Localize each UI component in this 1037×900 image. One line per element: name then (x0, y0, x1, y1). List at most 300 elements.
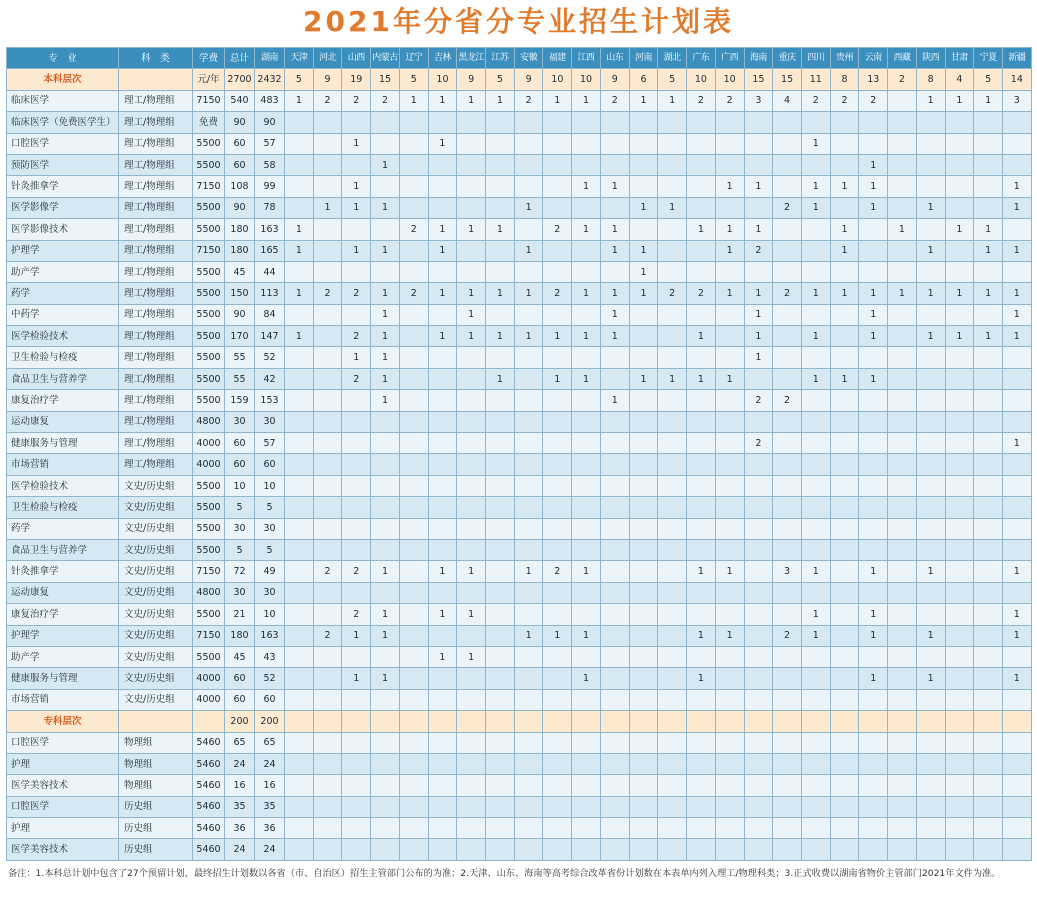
quota-cell (572, 154, 601, 175)
quota-cell (572, 304, 601, 325)
quota-cell (687, 133, 716, 154)
quota-cell (457, 261, 486, 282)
header-province: 甘肃 (945, 48, 974, 69)
quota-cell (285, 689, 314, 710)
quota-cell (773, 732, 802, 753)
quota-cell (687, 454, 716, 475)
quota-cell: 13 (859, 69, 888, 90)
quota-cell (1002, 219, 1031, 240)
quota-cell (514, 347, 543, 368)
quota-cell (572, 818, 601, 839)
quota-cell (974, 775, 1003, 796)
quota-cell: 1 (285, 90, 314, 111)
major-cell: 康复治疗学 (7, 390, 119, 411)
quota-cell (399, 368, 428, 389)
quota-cell (773, 796, 802, 817)
quota-cell: 1 (974, 219, 1003, 240)
quota-cell (1002, 518, 1031, 539)
quota-cell (830, 411, 859, 432)
quota-cell: 52 (255, 668, 285, 689)
quota-cell: 1 (486, 219, 515, 240)
quota-cell (888, 604, 917, 625)
quota-cell (514, 711, 543, 732)
quota-cell (888, 582, 917, 603)
quota-cell: 2 (658, 283, 687, 304)
quota-cell (715, 818, 744, 839)
quota-cell (457, 668, 486, 689)
major-cell: 康复治疗学 (7, 604, 119, 625)
quota-cell: 1 (830, 283, 859, 304)
page-title: 2021年分省分专业招生计划表 (303, 5, 734, 38)
quota-cell: 78 (255, 197, 285, 218)
quota-cell: 1 (658, 90, 687, 111)
quota-cell (371, 732, 400, 753)
quota-cell: 1 (600, 326, 629, 347)
quota-cell: 99 (255, 176, 285, 197)
quota-cell: 8 (916, 69, 945, 90)
quota-cell (543, 475, 572, 496)
quota-cell (687, 689, 716, 710)
quota-cell (514, 604, 543, 625)
major-cell: 医学影像技术 (7, 219, 119, 240)
quota-cell: 2 (600, 90, 629, 111)
total-cell: 180 (225, 219, 255, 240)
quota-cell (658, 433, 687, 454)
subject-cell: 理工/物理组 (119, 283, 193, 304)
quota-cell (313, 176, 342, 197)
quota-cell (399, 475, 428, 496)
quota-cell (773, 775, 802, 796)
quota-cell (658, 539, 687, 560)
quota-cell: 1 (371, 368, 400, 389)
quota-cell (371, 539, 400, 560)
quota-cell (600, 433, 629, 454)
subject-cell: 物理组 (119, 753, 193, 774)
quota-cell (916, 539, 945, 560)
level-label: 专科层次 (7, 711, 119, 732)
quota-cell (371, 796, 400, 817)
quota-cell (945, 753, 974, 774)
quota-cell: 1 (859, 561, 888, 582)
quota-cell (830, 839, 859, 860)
quota-cell (801, 711, 830, 732)
quota-cell (543, 454, 572, 475)
quota-cell (974, 176, 1003, 197)
quota-cell: 113 (255, 283, 285, 304)
quota-cell (285, 646, 314, 667)
table-row (7, 326, 1032, 347)
subject-cell: 历史组 (119, 796, 193, 817)
header-province: 黑龙江 (457, 48, 486, 69)
quota-cell (285, 497, 314, 518)
quota-cell: 15 (744, 69, 773, 90)
quota-cell (486, 561, 515, 582)
quota-cell: 1 (457, 561, 486, 582)
quota-cell (457, 347, 486, 368)
quota-cell (715, 197, 744, 218)
quota-cell (830, 112, 859, 133)
quota-cell: 2 (687, 90, 716, 111)
quota-cell (715, 390, 744, 411)
quota-cell (313, 347, 342, 368)
subject-cell: 历史组 (119, 839, 193, 860)
quota-cell (629, 711, 658, 732)
quota-cell (888, 668, 917, 689)
quota-cell (428, 475, 457, 496)
subject-cell: 理工/物理组 (119, 154, 193, 175)
table-row (7, 518, 1032, 539)
quota-cell: 58 (255, 154, 285, 175)
quota-cell (888, 133, 917, 154)
quota-cell (285, 368, 314, 389)
quota-cell (830, 433, 859, 454)
quota-cell: 5 (285, 69, 314, 90)
quota-cell (600, 261, 629, 282)
subject-cell: 理工/物理组 (119, 133, 193, 154)
header-province: 云南 (859, 48, 888, 69)
quota-cell (285, 154, 314, 175)
quota-cell (543, 711, 572, 732)
quota-cell (629, 839, 658, 860)
quota-cell (744, 753, 773, 774)
quota-cell (342, 497, 371, 518)
quota-cell (457, 133, 486, 154)
total-cell: 2700 (225, 69, 255, 90)
quota-cell (514, 133, 543, 154)
quota-cell (801, 219, 830, 240)
table-row (7, 390, 1032, 411)
quota-cell (859, 219, 888, 240)
quota-cell (399, 411, 428, 432)
quota-cell: 1 (801, 283, 830, 304)
quota-cell (572, 390, 601, 411)
major-cell: 针灸推拿学 (7, 176, 119, 197)
quota-cell (916, 475, 945, 496)
header-major: 专 业 (7, 48, 119, 69)
quota-cell (773, 711, 802, 732)
quota-cell (285, 176, 314, 197)
quota-cell: 1 (572, 561, 601, 582)
quota-cell (658, 689, 687, 710)
quota-cell: 5 (399, 69, 428, 90)
quota-cell: 2 (773, 390, 802, 411)
quota-cell: 1 (285, 283, 314, 304)
quota-cell (687, 240, 716, 261)
major-cell: 药学 (7, 518, 119, 539)
quota-cell (399, 604, 428, 625)
quota-cell (285, 561, 314, 582)
quota-cell: 1 (486, 90, 515, 111)
quota-cell: 1 (371, 326, 400, 347)
quota-cell (888, 539, 917, 560)
quota-cell: 35 (255, 796, 285, 817)
major-cell: 医学检验技术 (7, 475, 119, 496)
table-row (7, 625, 1032, 646)
quota-cell (801, 240, 830, 261)
quota-cell: 1 (342, 133, 371, 154)
quota-cell (313, 796, 342, 817)
quota-cell (629, 326, 658, 347)
quota-cell: 1 (371, 604, 400, 625)
quota-cell (543, 411, 572, 432)
quota-cell: 1 (428, 646, 457, 667)
quota-cell (399, 112, 428, 133)
quota-cell: 2 (744, 433, 773, 454)
quota-cell (486, 539, 515, 560)
quota-cell (687, 539, 716, 560)
quota-cell (399, 582, 428, 603)
quota-cell (916, 711, 945, 732)
quota-cell: 2 (342, 283, 371, 304)
quota-cell: 1 (342, 347, 371, 368)
quota-cell: 1 (428, 604, 457, 625)
quota-cell (313, 326, 342, 347)
quota-cell: 1 (457, 283, 486, 304)
quota-cell (1002, 753, 1031, 774)
quota-cell (514, 582, 543, 603)
major-cell: 食品卫生与营养学 (7, 539, 119, 560)
quota-cell: 5 (255, 539, 285, 560)
quota-cell (572, 753, 601, 774)
quota-cell (773, 604, 802, 625)
quota-cell: 1 (744, 283, 773, 304)
quota-cell (457, 582, 486, 603)
quota-cell: 1 (285, 240, 314, 261)
quota-cell (600, 668, 629, 689)
quota-cell (945, 261, 974, 282)
header-province: 江苏 (486, 48, 515, 69)
quota-cell (486, 390, 515, 411)
quota-cell: 2 (342, 326, 371, 347)
quota-cell (715, 112, 744, 133)
quota-cell (945, 561, 974, 582)
header-province: 西藏 (888, 48, 917, 69)
quota-cell: 1 (687, 561, 716, 582)
quota-cell (1002, 646, 1031, 667)
quota-cell: 2 (342, 368, 371, 389)
quota-cell (629, 775, 658, 796)
quota-cell: 1 (859, 283, 888, 304)
quota-cell (428, 497, 457, 518)
quota-cell (428, 625, 457, 646)
quota-cell: 1 (916, 561, 945, 582)
quota-cell (457, 796, 486, 817)
quota-cell: 57 (255, 433, 285, 454)
quota-cell: 2 (715, 90, 744, 111)
table-row (7, 454, 1032, 475)
fee-cell: 5500 (193, 368, 225, 389)
quota-cell (658, 753, 687, 774)
fee-cell: 5500 (193, 475, 225, 496)
level-row (7, 711, 1032, 732)
table-row (7, 197, 1032, 218)
header-province: 天津 (285, 48, 314, 69)
quota-cell: 1 (371, 283, 400, 304)
quota-cell (1002, 582, 1031, 603)
quota-cell (715, 604, 744, 625)
quota-cell (457, 112, 486, 133)
quota-cell: 1 (629, 90, 658, 111)
total-cell: 60 (225, 433, 255, 454)
quota-cell (543, 176, 572, 197)
quota-cell (974, 539, 1003, 560)
quota-cell (342, 154, 371, 175)
quota-cell (486, 796, 515, 817)
quota-cell (715, 775, 744, 796)
header-province: 重庆 (773, 48, 802, 69)
quota-cell (744, 154, 773, 175)
quota-cell: 16 (255, 775, 285, 796)
quota-cell (687, 711, 716, 732)
quota-cell (773, 176, 802, 197)
quota-cell: 2432 (255, 69, 285, 90)
quota-cell (514, 112, 543, 133)
quota-cell (543, 753, 572, 774)
header-province: 河南 (629, 48, 658, 69)
quota-cell (399, 154, 428, 175)
quota-cell (600, 561, 629, 582)
quota-cell (658, 261, 687, 282)
quota-cell (514, 261, 543, 282)
quota-cell: 1 (629, 197, 658, 218)
quota-cell (945, 454, 974, 475)
quota-cell (600, 625, 629, 646)
quota-cell: 2 (801, 90, 830, 111)
quota-cell (974, 347, 1003, 368)
quota-cell: 1 (1002, 668, 1031, 689)
quota-cell (974, 625, 1003, 646)
quota-cell (715, 839, 744, 860)
table-row (7, 90, 1032, 111)
quota-cell (658, 475, 687, 496)
quota-cell: 8 (830, 69, 859, 90)
quota-cell (285, 475, 314, 496)
quota-cell (830, 561, 859, 582)
quota-cell (572, 261, 601, 282)
total-cell: 90 (225, 197, 255, 218)
quota-cell (687, 604, 716, 625)
quota-cell: 10 (255, 475, 285, 496)
table-row (7, 283, 1032, 304)
total-cell: 5 (225, 539, 255, 560)
quota-cell (859, 646, 888, 667)
quota-cell (773, 818, 802, 839)
quota-cell (543, 732, 572, 753)
quota-cell (371, 497, 400, 518)
quota-cell (801, 261, 830, 282)
quota-cell (600, 411, 629, 432)
quota-cell (371, 261, 400, 282)
quota-cell (945, 818, 974, 839)
quota-cell (773, 518, 802, 539)
quota-cell (371, 775, 400, 796)
quota-cell (1002, 454, 1031, 475)
quota-cell (629, 475, 658, 496)
table-row (7, 475, 1032, 496)
quota-cell (687, 582, 716, 603)
quota-cell (457, 539, 486, 560)
subject-cell: 理工/物理组 (119, 240, 193, 261)
quota-cell: 10 (572, 69, 601, 90)
quota-cell (773, 475, 802, 496)
quota-cell (428, 454, 457, 475)
quota-cell (1002, 839, 1031, 860)
quota-cell: 15 (371, 69, 400, 90)
quota-cell (801, 668, 830, 689)
quota-cell: 1 (428, 326, 457, 347)
quota-cell (801, 454, 830, 475)
quota-cell (428, 539, 457, 560)
quota-cell (342, 304, 371, 325)
quota-cell (859, 261, 888, 282)
table-row (7, 433, 1032, 454)
quota-cell (313, 646, 342, 667)
quota-cell (543, 112, 572, 133)
quota-cell: 1 (399, 90, 428, 111)
quota-cell (658, 775, 687, 796)
quota-cell: 1 (543, 326, 572, 347)
quota-cell (399, 818, 428, 839)
quota-cell (1002, 154, 1031, 175)
quota-cell: 2 (313, 283, 342, 304)
quota-cell (428, 839, 457, 860)
quota-cell (888, 390, 917, 411)
quota-cell (916, 261, 945, 282)
quota-cell: 1 (859, 176, 888, 197)
quota-cell (371, 475, 400, 496)
quota-cell (658, 112, 687, 133)
table-row (7, 133, 1032, 154)
quota-cell (371, 454, 400, 475)
quota-cell (744, 668, 773, 689)
quota-cell (916, 154, 945, 175)
quota-cell (801, 411, 830, 432)
quota-cell: 1 (514, 326, 543, 347)
quota-cell: 1 (572, 368, 601, 389)
quota-cell (974, 518, 1003, 539)
quota-cell (916, 839, 945, 860)
quota-cell (486, 176, 515, 197)
quota-cell (342, 433, 371, 454)
quota-cell: 15 (773, 69, 802, 90)
quota-cell (658, 711, 687, 732)
quota-cell (428, 711, 457, 732)
quota-cell (687, 433, 716, 454)
quota-cell (715, 433, 744, 454)
quota-cell (888, 261, 917, 282)
total-cell: 90 (225, 304, 255, 325)
quota-cell (1002, 347, 1031, 368)
subject-cell (119, 69, 193, 90)
quota-cell (399, 176, 428, 197)
quota-cell (399, 347, 428, 368)
table-row (7, 561, 1032, 582)
quota-cell: 1 (371, 668, 400, 689)
quota-cell (629, 646, 658, 667)
quota-cell (514, 668, 543, 689)
quota-cell (285, 197, 314, 218)
quota-cell (974, 304, 1003, 325)
quota-cell (773, 646, 802, 667)
quota-cell (285, 625, 314, 646)
quota-cell (974, 261, 1003, 282)
quota-cell: 1 (428, 561, 457, 582)
quota-cell (371, 411, 400, 432)
quota-cell (916, 497, 945, 518)
quota-cell (543, 390, 572, 411)
quota-cell: 163 (255, 625, 285, 646)
quota-cell (285, 433, 314, 454)
